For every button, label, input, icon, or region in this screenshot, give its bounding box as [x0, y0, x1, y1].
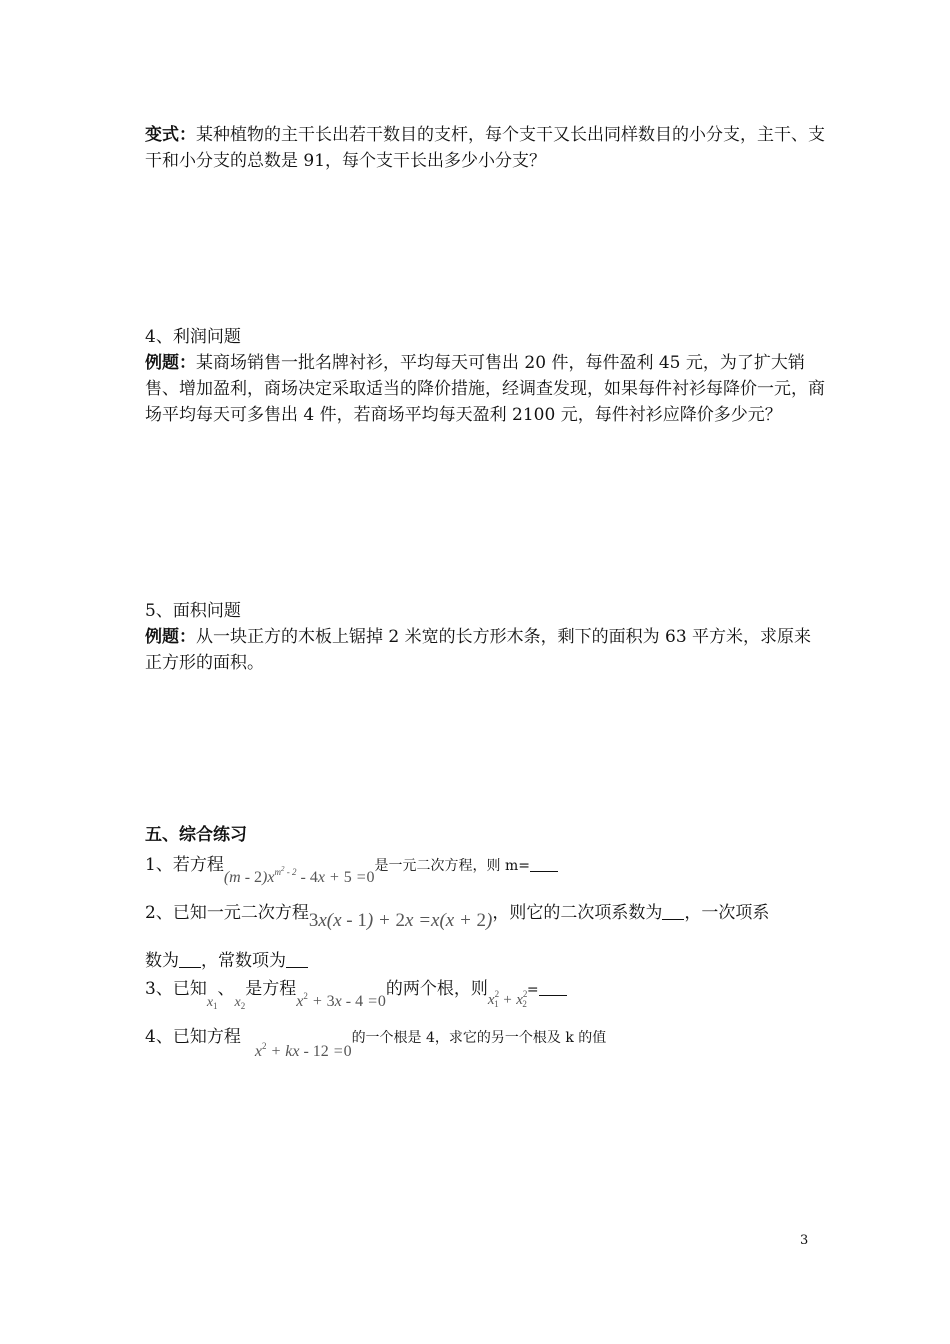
- question-3-mid2: 的两个根，则: [385, 979, 488, 999]
- question-3: [145, 974, 567, 1011]
- question-3-suffix: =: [526, 982, 539, 998]
- example-text: 某商场销售一批名牌衬衫，平均每天可售出 20 件，每件盈利 45 元，为了扩大销售、增加盈利，商场决定采取适当的降价措施，经调查发现，如果每件衬衫每降价一元，商场平均每天可多售出 4 件，若商场平均每天盈利 2100 元，每件衬衫应降价多少元？: [145, 353, 825, 425]
- question-4-suffix: 的一个根是 4，求它的另一个根及 k 的值: [351, 1030, 607, 1046]
- answer-blank[interactable]: [539, 979, 567, 996]
- section-4: [145, 324, 825, 428]
- section-5-example: [145, 624, 825, 676]
- equation-2: 3x(x - 1) + 2x =x(x + 2): [308, 910, 493, 931]
- answer-blank[interactable]: [662, 903, 684, 920]
- equation-3: $x^2 + 3x - 4 =0$: [296, 991, 386, 1010]
- question-4-prefix: 4、已知方程: [145, 1027, 241, 1047]
- example-label: 例题：: [145, 353, 196, 373]
- question-2-mid: ，则它的二次项系数为: [492, 903, 663, 923]
- question-1-suffix: 是一元二次方程，则 m=: [374, 858, 530, 874]
- variant-problem: [145, 122, 825, 174]
- question-2-continued: [145, 946, 308, 971]
- question-2: [145, 898, 770, 931]
- equation-4: $x^2$ + kx - 12 =0: [254, 1041, 352, 1060]
- variant-text: 某种植物的主干长出若干数目的支杆，每个支干又长出同样数目的小分支，主干、支干和小分支的总数是 91，每个支干长出多少小分支？: [145, 125, 825, 171]
- question-2-prefix: 2、已知一元二次方程: [145, 903, 309, 923]
- x1-symbol: x1: [206, 995, 218, 1011]
- answer-blank[interactable]: [286, 951, 308, 968]
- page-number: 3: [800, 1233, 809, 1248]
- equation-1: $(m - 2)x^{m^2 - 2} - 4x + 5 =0$: [223, 865, 375, 886]
- question-1: [145, 850, 558, 886]
- x2-symbol: x2: [234, 995, 246, 1011]
- question-2-mid2: ，一次项系: [684, 903, 770, 923]
- question-2-line2a: 数为: [145, 951, 179, 971]
- section-4-heading: 4、利润问题: [145, 327, 241, 347]
- question-2-line2b: ，常数项为: [201, 951, 286, 971]
- question-1-prefix: 1、若方程: [145, 855, 224, 875]
- example-text: 从一块正方的木板上锯掉 2 米宽的长方形木条，剩下的面积为 63 平方米，求原来正方形的面积。: [145, 627, 812, 673]
- section-5-heading: 5、面积问题: [145, 601, 241, 621]
- example-label: 例题：: [145, 627, 196, 647]
- answer-blank[interactable]: [179, 951, 201, 968]
- section-5: [145, 598, 825, 676]
- question-4: [145, 1022, 607, 1060]
- section-4-example: [145, 350, 825, 428]
- practice-heading: 五、综合练习: [145, 825, 247, 845]
- answer-blank[interactable]: [530, 855, 558, 872]
- question-3-sep: 、: [217, 979, 235, 999]
- question-3-mid: 是方程: [245, 979, 297, 999]
- variant-label: 变式：: [145, 125, 196, 145]
- sum-of-squares: $x^2_1 + x^2_2$: [487, 989, 528, 1009]
- question-3-prefix: 3、已知: [145, 979, 207, 999]
